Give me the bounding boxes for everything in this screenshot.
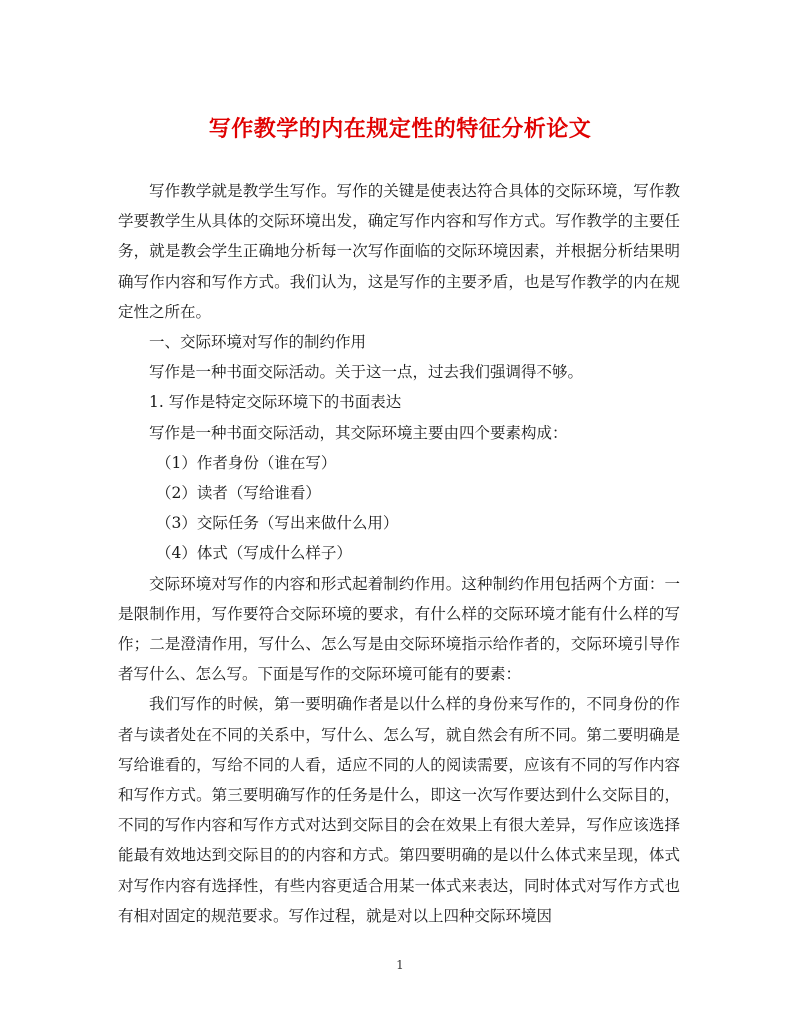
body-paragraph: 交际环境对写作的内容和形式起着制约作用。这种制约作用包括两个方面：一是限制作用，写作要符合交际环境的要求，有什么样的交际环境才能有什么样的写作；二是澄清作用，写什么、怎么写是由交际环境指示给作者的，交际环境引导作者写什么、怎么写。下面是写作的交际环境可能有的要素： (118, 574, 680, 684)
body-paragraph: 我们写作的时候，第一要明确作者是以什么样的身份来写作的，不同身份的作者与读者处在不同的关系中，写什么、怎么写，就自然会有所不同。第二要明确是写给谁看的，写给不同的人看，适应不同的人的阅读需要，应该有不同的写作内容和写作方式。第三要明确写作的任务是什么，即这一次写作要达到什么交际目的，不同的写作内容和写作方式对达到交际目的会在效果上有很大差异，写作应该选择能最有效地达到交际目的的内容和方式。第四要明确的是以什么体式来呈现，体式对写作内容有选择性，有些内容更适合用某一体式来表达，同时体式对写作方式也有相对固定的规范要求。写作过程，就是对以上四种交际环境因 (118, 695, 680, 925)
page-number: 1 (396, 958, 404, 972)
intro-paragraph: 写作教学就是教学生写作。写作的关键是使表达符合具体的交际环境，写作教学要教学生从具体的交际环境出发，确定写作内容和写作方式。写作教学的主要任务，就是教会学生正确地分析每一次写作面临的交际环境因素，并根据分析结果明确写作内容和写作方式。我们认为，这是写作的主要矛盾，也是写作教学的内在规定性之所在。 (118, 182, 680, 321)
body-paragraph: 写作是一种书面交际活动，其交际环境主要由四个要素构成： (149, 423, 568, 442)
section-heading: 一、交际环境对写作的制约作用 (149, 333, 367, 352)
page-title: 写作教学的内在规定性的特征分析论文 (208, 116, 592, 142)
list-item: （1）作者身份（谁在写） (156, 453, 337, 472)
list-item: （3）交际任务（写出来做什么用） (156, 514, 399, 533)
list-item: （4）体式（写成什么样子） (156, 544, 352, 563)
list-item: （2）读者（写给谁看） (156, 484, 321, 503)
subsection-heading: 1. 写作是特定交际环境下的书面表达 (149, 393, 402, 412)
body-paragraph: 写作是一种书面交际活动。关于这一点，过去我们强调得不够。 (149, 363, 584, 382)
document-body (118, 176, 680, 931)
